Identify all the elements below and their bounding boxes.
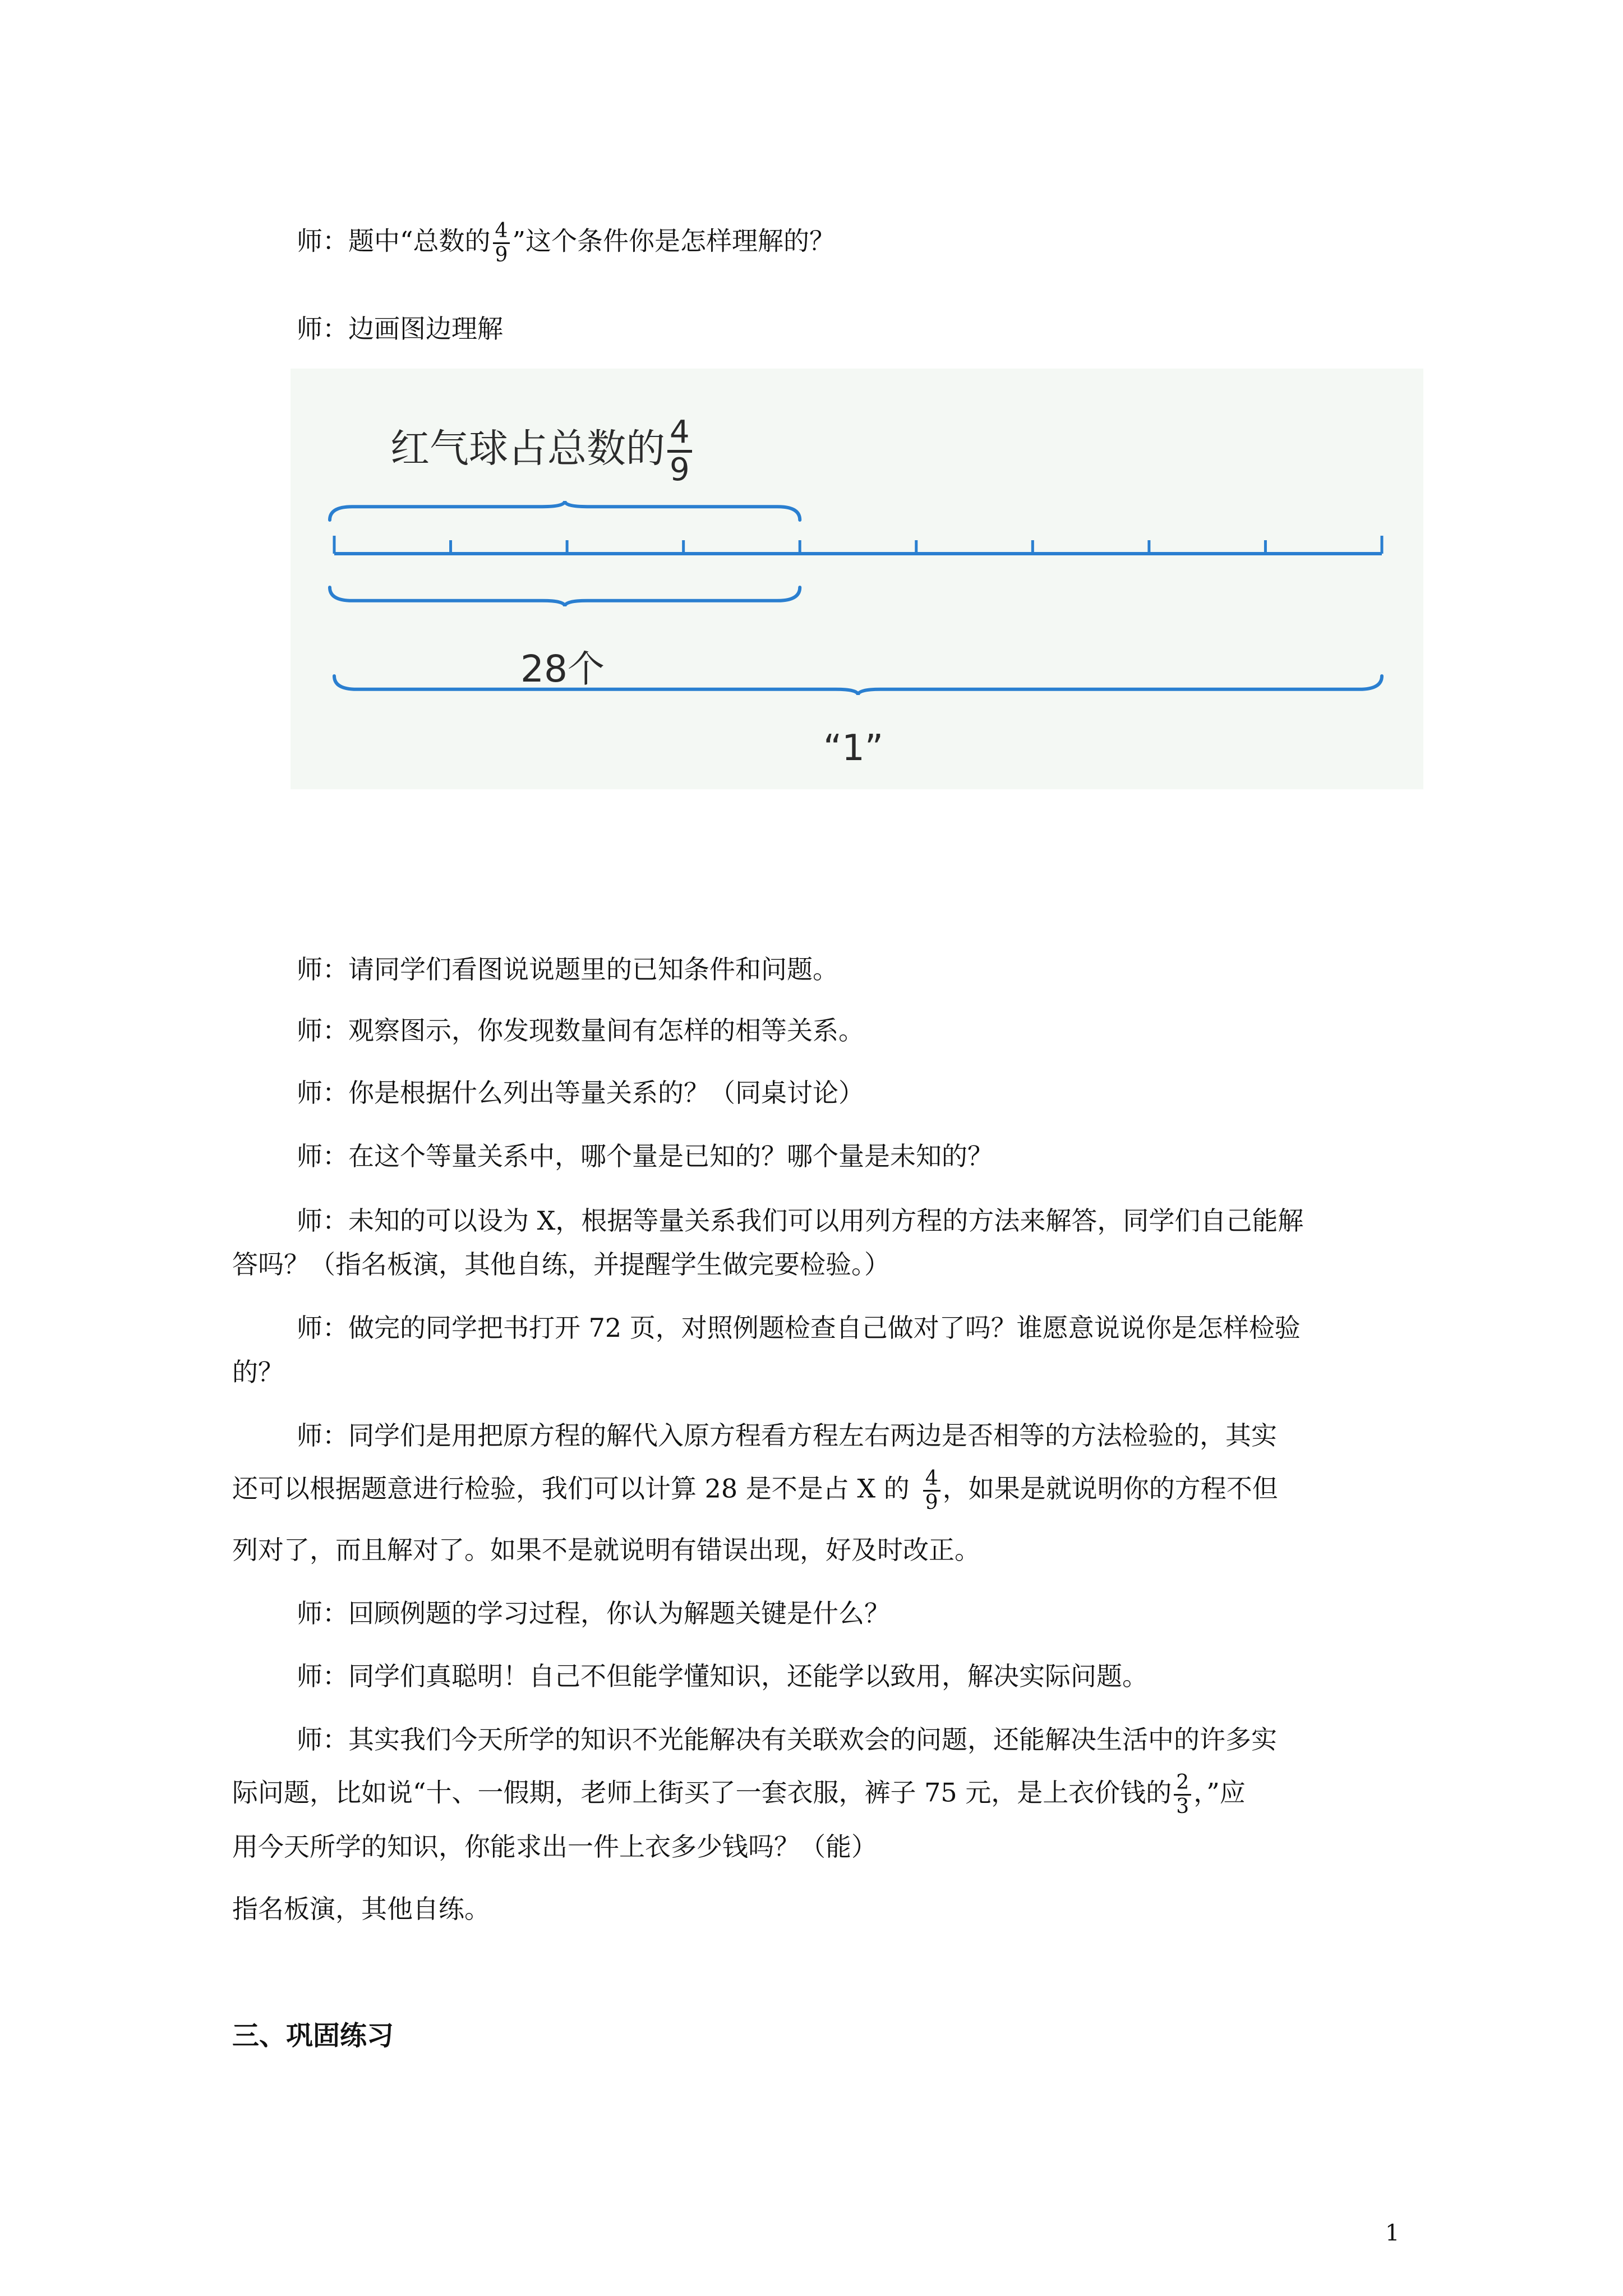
paragraph-8-line-2: 的？	[232, 1357, 284, 1387]
paragraph-12-line-2	[232, 1772, 1246, 1818]
text: ，”应	[1193, 1777, 1246, 1808]
paragraph-8-line-1: 师：做完的同学把书打开 72 页，对照例题检查自己做对了吗？谁愿意说说你是怎样检验	[297, 1313, 1301, 1343]
paragraph-11: 师：同学们真聪明！自己不但能学懂知识，还能学以致用，解决实际问题。	[297, 1661, 1148, 1691]
paragraph-9-line-2	[232, 1467, 1278, 1514]
fraction-denominator: 9	[925, 1491, 938, 1514]
text: ，如果是就说明你的方程不但	[942, 1473, 1278, 1504]
page-number: 1	[1385, 2220, 1400, 2246]
figure-caption	[390, 415, 694, 487]
count-label: 28个	[520, 647, 605, 691]
bottom-brace	[334, 676, 1382, 695]
fraction	[923, 1467, 940, 1514]
paragraph-12-line-1: 师：其实我们今天所学的知识不光能解决有关联欢会的问题，还能解决生活中的许多实	[297, 1724, 1277, 1755]
fraction-denominator: 9	[495, 243, 508, 266]
fraction-numerator: 2	[1174, 1772, 1191, 1796]
line-segment-figure	[291, 369, 1423, 789]
paragraph-7-line-2: 答吗？（指名板演，其他自练，并提醒学生做完要检验。）	[232, 1249, 890, 1280]
fraction	[493, 220, 510, 266]
fraction-numerator: 4	[923, 1467, 940, 1492]
paragraph-9-line-1: 师：同学们是用把原方程的解代入原方程看方程左右两边是否相等的方法检验的，其实	[297, 1420, 1277, 1451]
paragraph-6: 师：在这个等量关系中，哪个量是已知的？哪个量是未知的？	[297, 1141, 993, 1171]
text: ”这个条件你是怎样理解的？	[512, 226, 835, 256]
top-brace	[330, 501, 800, 520]
text: 师：题中“总数的	[297, 226, 491, 256]
paragraph-5: 师：你是根据什么列出等量关系的？（同桌讨论）	[297, 1078, 864, 1108]
paragraph-12-line-3: 用今天所学的知识，你能求出一件上衣多少钱吗？（能）	[232, 1832, 877, 1862]
fraction-denominator: 9	[670, 452, 690, 488]
paragraph-1	[297, 220, 835, 266]
paragraph-13: 指名板演，其他自练。	[232, 1894, 490, 1924]
caption-text: 红气球占总数的	[390, 425, 665, 472]
fraction-numerator: 4	[667, 415, 692, 453]
paragraph-10: 师：回顾例题的学习过程，你认为解题关键是什么？	[297, 1598, 890, 1628]
text: 还可以根据题意进行检验，我们可以计算 28 是不是占 X 的	[232, 1473, 910, 1504]
paragraph-4: 师：观察图示，你发现数量间有怎样的相等关系。	[297, 1015, 864, 1046]
paragraph-7-line-1: 师：未知的可以设为 X，根据等量关系我们可以用列方程的方法来解答，同学们自己能解	[297, 1205, 1304, 1236]
text: 际问题，比如说“十、一假期，老师上街买了一套衣服，裤子 75 元，是上衣价钱的	[232, 1777, 1172, 1808]
fraction	[1174, 1772, 1191, 1818]
paragraph-2: 师：边画图边理解	[297, 314, 503, 344]
middle-brace	[330, 587, 800, 606]
fraction-denominator: 3	[1176, 1795, 1189, 1818]
whole-label: “1”	[823, 728, 884, 769]
paragraph-3: 师：请同学们看图说说题里的已知条件和问题。	[297, 954, 838, 984]
paragraph-9-line-3: 列对了，而且解对了。如果不是就说明有错误出现，好及时改正。	[232, 1535, 980, 1565]
section-heading: 三、巩固练习	[232, 2020, 394, 2051]
caption-fraction	[667, 415, 692, 487]
fraction-numerator: 4	[493, 220, 510, 244]
